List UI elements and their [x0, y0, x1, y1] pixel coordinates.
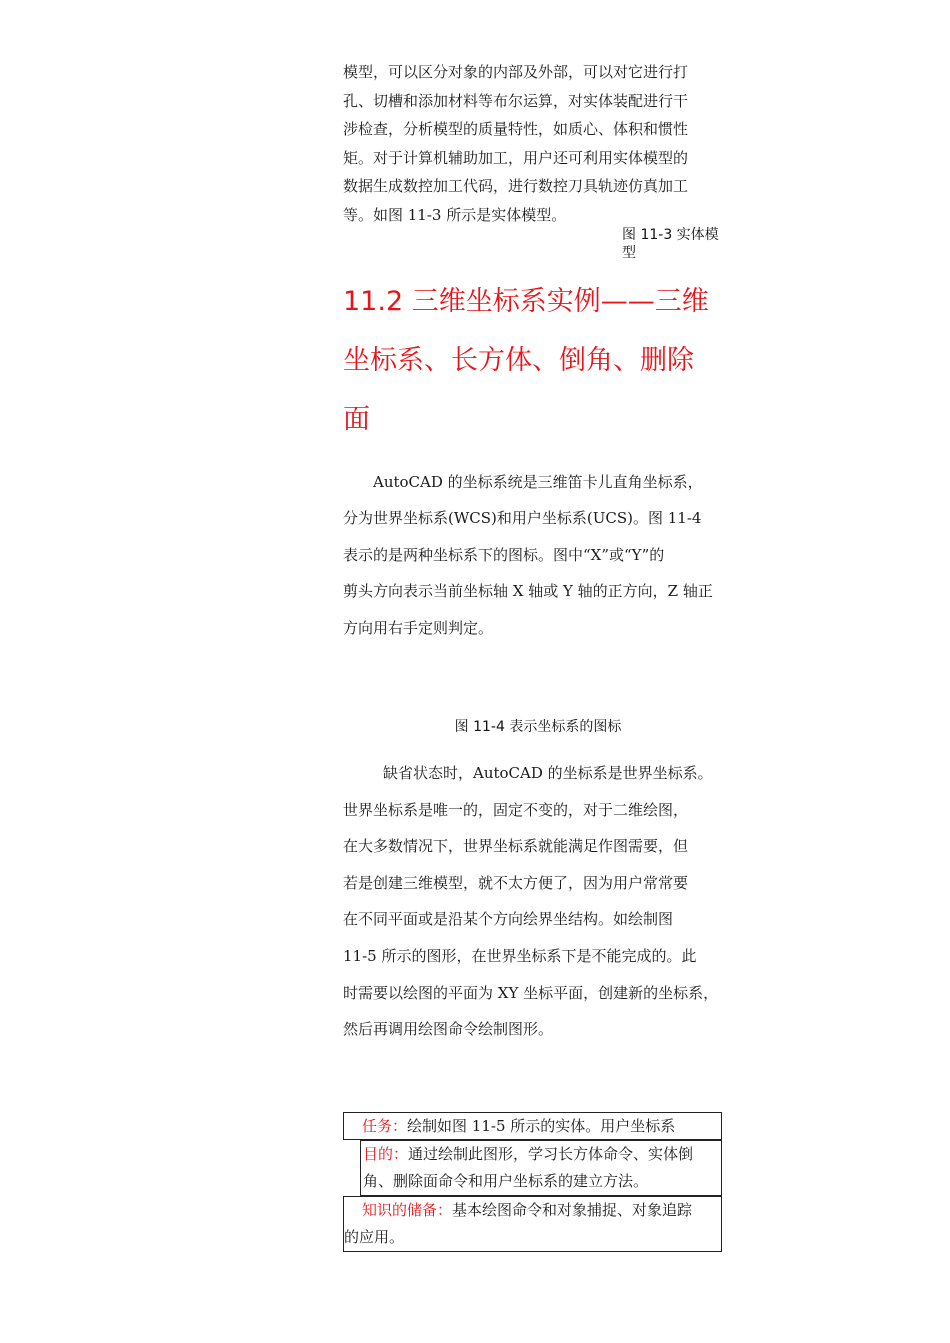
task-row	[343, 1112, 722, 1140]
text-line: 分为世界坐标系(WCS)和用户坐标系(UCS)。图 11-4	[343, 509, 702, 528]
text-line: 模型，可以区分对象的内部及外部，可以对它进行打	[343, 63, 689, 81]
paragraph-coordinate-system	[343, 464, 733, 646]
text-line: 涉检查，分析模型的质量特性，如质心、体积和惯性	[343, 120, 689, 139]
text-line: 等。如图 11-3 所示是实体模型。	[343, 205, 567, 224]
text-line: 剪头方向表示当前坐标轴 X 轴或 Y 轴的正方向，Z 轴正	[343, 582, 713, 601]
text-line: 数据生成数控加工代码，进行数控刀具轨迹仿真加工	[343, 177, 689, 196]
heading-line: 面	[343, 404, 370, 435]
paragraph-solid-model	[343, 58, 733, 230]
text-line: 世界坐标系是唯一的，固定不变的，对于二维绘图，	[343, 800, 689, 819]
text-segment: 结构。如绘制图	[568, 910, 674, 929]
heading-line: 坐标系、长方体、倒角、删除	[343, 345, 694, 376]
knowledge-text: 基本绘图命令和对象捕捉、对象追踪	[452, 1201, 693, 1219]
text-line: 然后再调用绘图命令绘制图形。	[343, 1020, 554, 1039]
goal-label: 目的：	[363, 1145, 409, 1163]
goal-line: 角、删除面命令和用户坐标系的建立方法。	[363, 1172, 649, 1190]
figure-caption-11-4: 图 11-4 表示坐标系的图标	[454, 719, 622, 735]
knowledge-label: 知识的储备：	[362, 1201, 453, 1219]
paragraph-world-coordinate	[343, 755, 733, 1048]
text-line: AutoCAD 的坐标系统是三维笛卡儿直角坐标系，	[373, 473, 703, 491]
knowledge-row	[343, 1196, 722, 1252]
text-line: 在大多数情况下，世界坐标系就能满足作图需要，但	[343, 837, 689, 856]
knowledge-line: 的应用。	[344, 1228, 405, 1246]
goal-row	[360, 1140, 722, 1196]
text-line: 表示的是两种坐标系下的图标。图中“X”或“Y”的	[343, 545, 665, 564]
task-extra: 用户坐标系	[600, 1117, 676, 1135]
section-heading	[343, 272, 743, 449]
text-segment: 界坐	[538, 910, 569, 929]
text-line: 时需要以绘图的平面为 XY 坐标平面，创建新的坐标系，	[343, 983, 719, 1002]
goal-text: 通过绘制此图形，学习长方体命令、实体倒	[408, 1145, 694, 1163]
text-line: 若是创建三维模型，就不太方便了，因为用户常常要	[343, 873, 689, 892]
text-segment: 在不同平面或是沿某个方向绘	[343, 910, 539, 929]
text-line: 孔、切槽和添加材料等布尔运算，对实体装配进行干	[343, 91, 689, 110]
task-label: 任务：	[362, 1117, 408, 1135]
goal-line	[363, 1141, 721, 1168]
knowledge-line	[344, 1197, 721, 1224]
heading-line: 11.2 三维坐标系实例——三维	[343, 286, 709, 317]
text-line	[343, 901, 733, 938]
task-text: 绘制如图 11-5 所示的实体。	[407, 1117, 601, 1135]
text-line: 方向用右手定则判定。	[343, 618, 494, 637]
text-line: 缺省状态时，AutoCAD 的坐标系是世界坐标系。	[383, 764, 713, 782]
text-line: 矩。对于计算机辅助加工，用户还可利用实体模型的	[343, 148, 689, 167]
figure-caption-11-3: 图 11-3 实体模型	[622, 227, 719, 261]
text-line: 11-5 所示的图形，在世界坐标系下是不能完成的。此	[343, 946, 697, 965]
